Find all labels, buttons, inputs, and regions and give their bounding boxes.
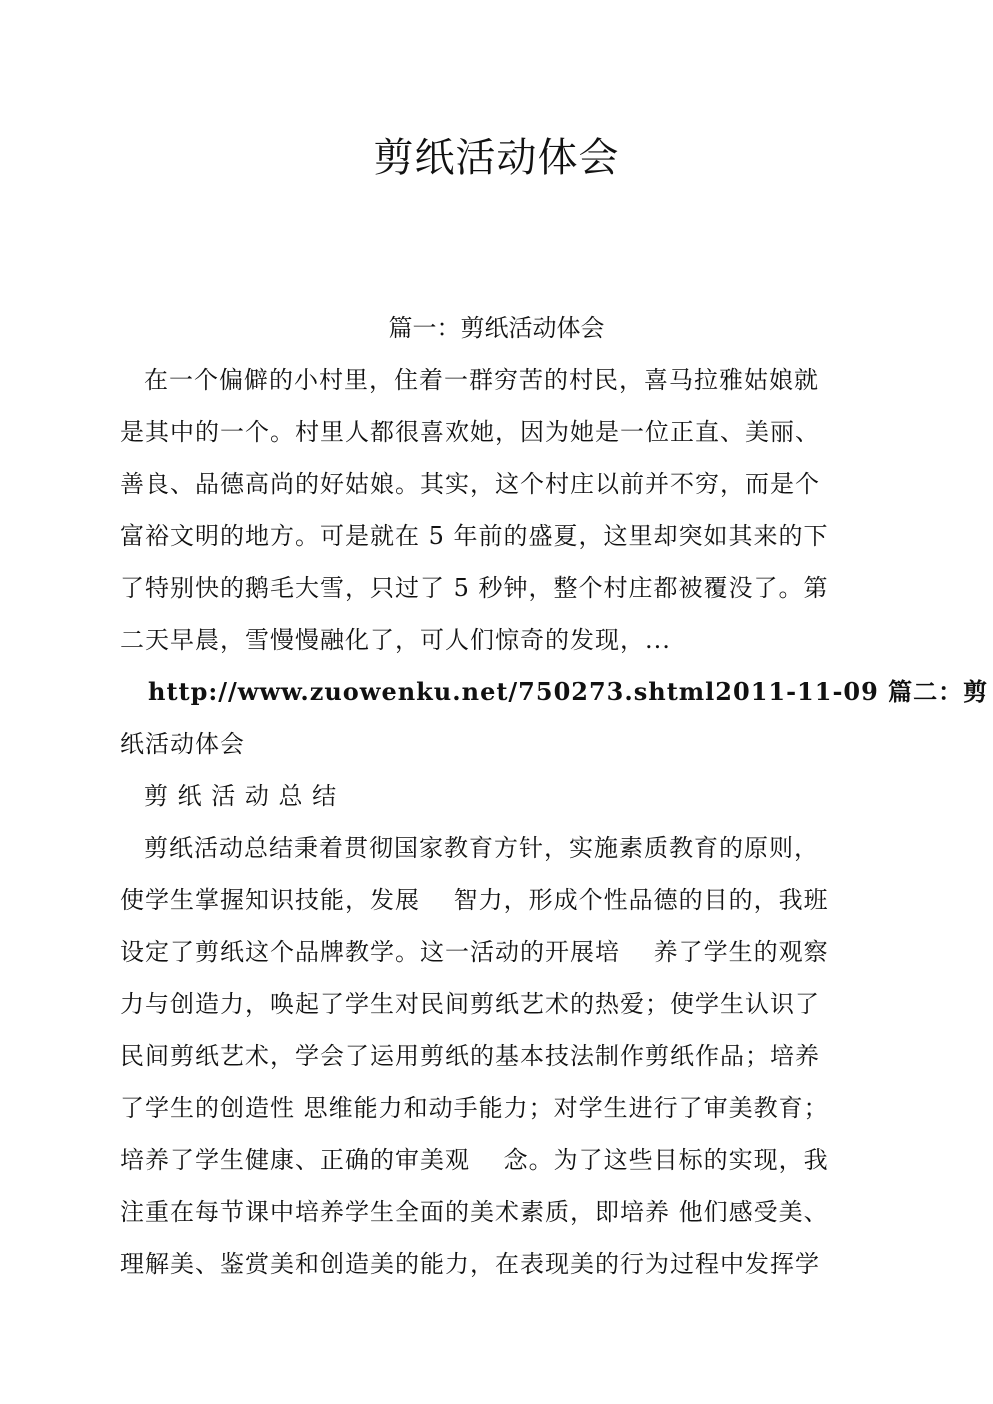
page-title: 剪纸活动体会 [373, 135, 620, 181]
paragraph-line: 二天早晨，雪慢慢融化了，可人们惊奇的发现，... [120, 626, 671, 654]
paragraph-line: 富裕文明的地方。可是就在 5 年前的盛夏，这里却突如其来的下 [120, 522, 829, 550]
paragraph-line: 民间剪纸艺术，学会了运用剪纸的基本技法制作剪纸作品；培养 [120, 1042, 820, 1070]
paragraph-line: 理解美、鉴赏美和创造美的能力，在表现美的行为过程中发挥学 [120, 1250, 820, 1278]
paragraph-line: 在一个偏僻的小村里，住着一群穷苦的村民，喜马拉雅姑娘就 [144, 366, 819, 394]
source-link[interactable]: http://www.zuowenku.net/750273.shtml2011-11-09 篇二：剪 [148, 677, 989, 706]
paragraph-line: 使学生掌握知识技能，发展 智力，形成个性品德的目的，我班 [120, 886, 829, 914]
paragraph-line: 纸活动体会 [120, 730, 245, 758]
section-subheading: 剪 纸 活 动 总 结 [144, 782, 338, 810]
paragraph-line: 了特别快的鹅毛大雪，只过了 5 秒钟，整个村庄都被覆没了。第 [120, 574, 829, 602]
paragraph-line: 设定了剪纸这个品牌教学。这一活动的开展培 养了学生的观察 [120, 938, 829, 966]
paragraph-line: 力与创造力，唤起了学生对民间剪纸艺术的热爱；使学生认识了 [120, 990, 820, 1018]
paragraph-line: 了学生的创造性 思维能力和动手能力；对学生进行了审美教育； [120, 1094, 829, 1122]
paragraph-line: 剪纸活动总结秉着贯彻国家教育方针，实施素质教育的原则， [144, 834, 819, 862]
paragraph-line: 培养了学生健康、正确的审美观 念。为了这些目标的实现，我 [120, 1146, 829, 1174]
paragraph-line: 善良、品德高尚的好姑娘。其实，这个村庄以前并不穷，而是个 [120, 470, 820, 498]
paragraph-line: 是其中的一个。村里人都很喜欢她，因为她是一位正直、美丽、 [120, 418, 820, 446]
section-heading: 篇一：剪纸活动体会 [388, 314, 605, 342]
source-link-line [148, 672, 989, 712]
paragraph-line: 注重在每节课中培养学生全面的美术素质，即培养 他们感受美、 [120, 1198, 829, 1226]
